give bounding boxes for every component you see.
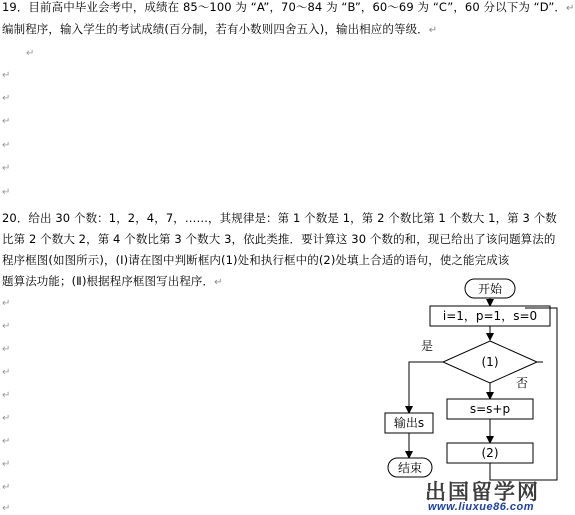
paragraph-mark: ↵ [2, 321, 11, 332]
q20-line-4: 题算法功能；(Ⅱ)根据程序框图写出程序．↵ [2, 274, 223, 288]
paragraph-mark: ↵ [2, 390, 11, 401]
paragraph-mark: ↵ [566, 3, 575, 14]
watermark-brand: 出国留学网 [425, 480, 540, 504]
init-label: i=1，p=1，s=0 [442, 309, 538, 323]
paragraph-mark: ↵ [2, 93, 11, 104]
paragraph-mark: ↵ [2, 413, 11, 424]
paragraph-mark: ↵ [2, 70, 11, 81]
paragraph-mark: ↵ [2, 163, 11, 174]
q19-line-2: 编制程序，输入学生的考试成绩(百分制，若有小数则四舍五入)，输出相应的等级．↵ [2, 22, 438, 36]
paragraph-mark: ↵ [26, 48, 35, 59]
no-label: 否 [515, 376, 529, 390]
q20-line-3: 程序框图(如图所示)，(Ⅰ)请在图中判断框内(1)处和执行框中的(2)处填上合适的语句，使之能完成该 [2, 253, 510, 267]
end-label: 结束 [397, 461, 423, 475]
q20-line-2: 比第 2 个数大 2，第 4 个数比第 3 个数大 3，依此类推．要计算这 30 个数的和，现已给出了该问题算法的 [2, 232, 556, 246]
paragraph-mark: ↵ [2, 344, 11, 355]
output-label: 输出s [393, 416, 425, 430]
paragraph-mark: ↵ [2, 116, 11, 127]
yes-branch-arrow [409, 362, 443, 413]
step-2-label: (2) [481, 446, 499, 460]
paragraph-mark: ↵ [2, 298, 11, 309]
start-label: 开始 [477, 282, 503, 296]
decision-label: (1) [481, 355, 499, 369]
paragraph-mark: ↵ [2, 459, 11, 470]
watermark-url: www.liuxue86.com [428, 501, 535, 513]
paragraph-mark: ↵ [214, 277, 223, 288]
paragraph-mark: ↵ [428, 25, 438, 36]
paragraph-mark: ↵ [2, 140, 11, 151]
paragraph-mark: ↵ [2, 367, 11, 378]
paragraph-mark: ↵ [2, 436, 11, 447]
q19-line-1: 19．目前高中毕业会考中，成绩在 85～100 为 “A”，70～84 为 “B”，60～69 为 “C”，60 分以下为 “D”．↵ [2, 0, 575, 14]
q20-line-1: 20．给出 30 个数：1，2，4，7，……，其规律是：第 1 个数是 1，第 2 个数比第 1 个数大 1，第 3 个数 [2, 211, 557, 225]
paragraph-mark: ↵ [2, 503, 11, 514]
paragraph-mark: ↵ [2, 187, 11, 198]
accumulate-label: s=s+p [469, 402, 511, 416]
paragraph-mark: ↵ [2, 482, 11, 493]
yes-label: 是 [420, 339, 434, 353]
